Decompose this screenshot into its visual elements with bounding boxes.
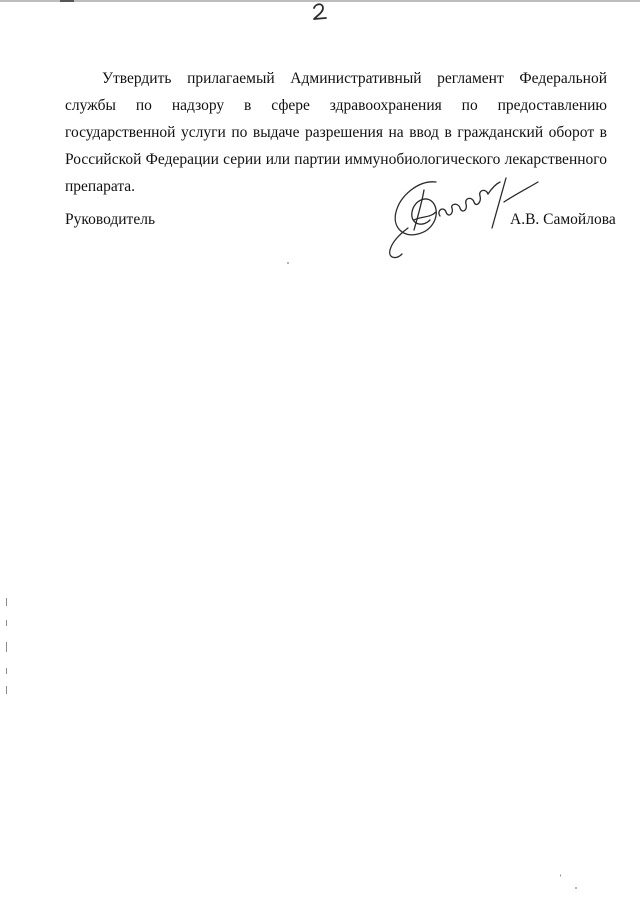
page-number-glyph — [306, 0, 336, 26]
scan-speck — [575, 887, 577, 889]
signatory-title: Руководитель — [65, 211, 156, 228]
order-paragraph: Утвердить прилагаемый Административный регламент Федеральной службы по надзору в сфере здравоохранения по предоставлению государственной услуги по выдаче разрешения на ввод в гражданский оборот в Российской Федерации серии или партии иммунобиологического лекарственного препарата. — [65, 70, 607, 195]
scan-edge-mark — [60, 0, 74, 2]
handwritten-page-number — [306, 0, 336, 26]
signatory-name: А.В. Самойлова — [510, 211, 616, 228]
scan-speck — [287, 262, 289, 264]
scan-margin-marks — [6, 598, 8, 698]
scan-speck — [560, 874, 561, 877]
